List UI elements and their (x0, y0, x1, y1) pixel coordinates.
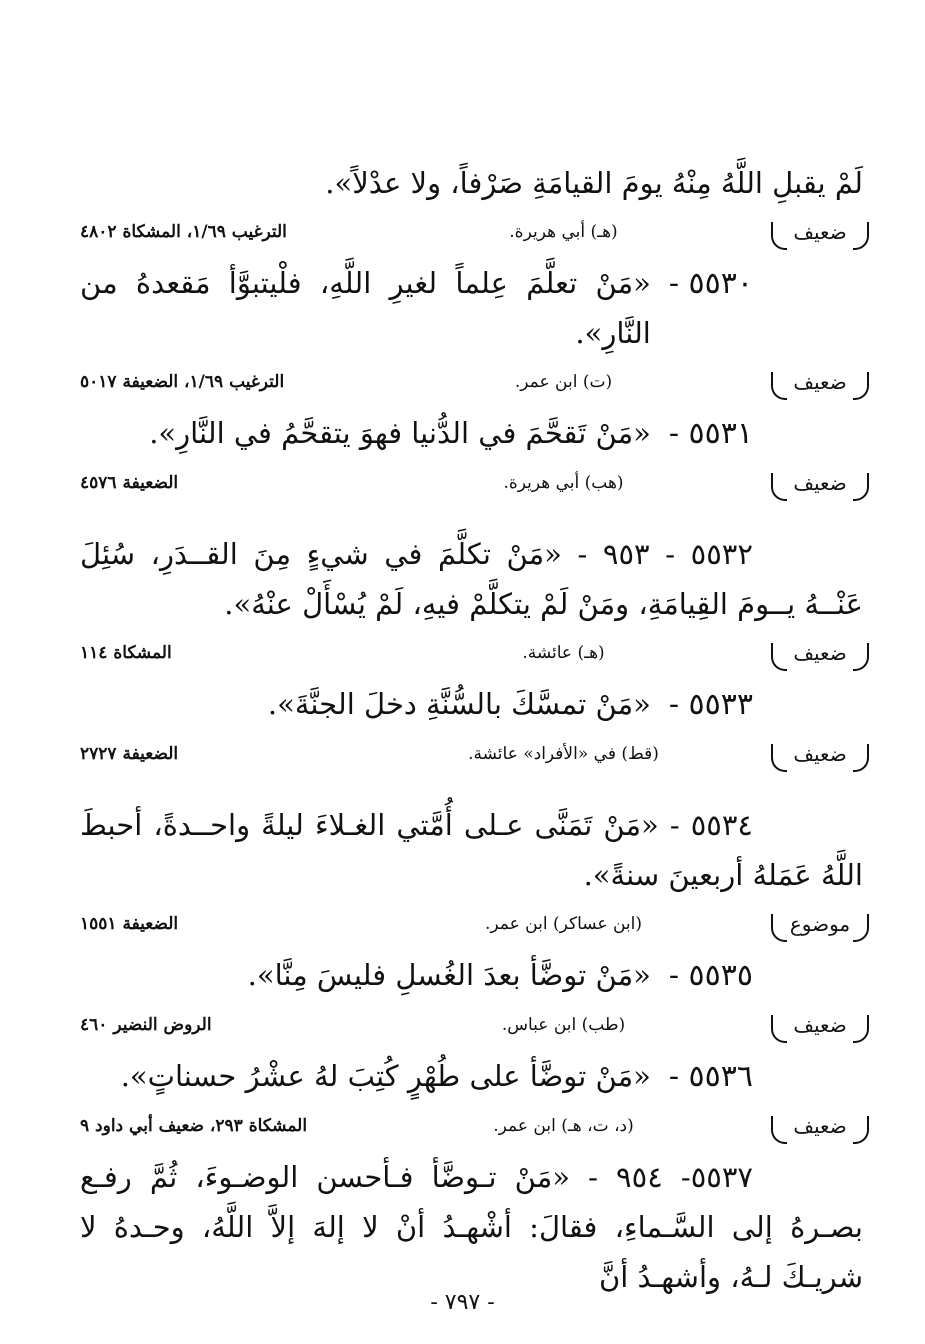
grade-label: ضعيف (777, 220, 863, 244)
grade-label: ضعيف (777, 641, 863, 665)
source-line (80, 1001, 863, 1049)
hadith-entry (80, 1051, 863, 1102)
hadith-entry (80, 1152, 863, 1302)
grade-label: موضوع (777, 912, 863, 936)
narrator: (ت) ابن عمر. (514, 372, 613, 392)
reference: الترغيب ١/٦٩، الضعيفة ٥٠١٧ (80, 372, 285, 392)
reference: الضعيفة ٢٧٢٧ (80, 744, 179, 764)
grade-label: ضعيف (777, 1114, 863, 1138)
hadith-text: لَمْ يقبلِ اللَّهُ مِنْهُ يومَ القيامَةِ صَرْفاً، ولا عدْلاً». (325, 166, 863, 200)
page-number: - ٧٩٧ - (430, 1290, 495, 1315)
hadith-text: «مَنْ توضَّأ على طُهْرٍ كُتِبَ لهُ عشْرُ حسناتٍ». (120, 1059, 651, 1093)
grade-label: ضعيف (777, 742, 863, 766)
reference: الترغيب ١/٦٩، المشكاة ٤٨٠٢ (80, 222, 287, 242)
hadith-entry (80, 408, 863, 459)
source-line (80, 900, 863, 948)
reference: الروض النضير ٤٦٠ (80, 1015, 212, 1035)
hadith-number: ٥٥٣١ - (668, 416, 753, 451)
hadith-entry (80, 529, 863, 629)
hadith-number: ٥٥٣٥ - (668, 958, 753, 993)
hadith-text: «مَنْ تمسَّكَ بالسُّنَّةِ دخلَ الجنَّةَ». (267, 687, 651, 721)
narrator: (هب) أبي هريرة. (503, 473, 624, 493)
hadith-number: ٥٥٣٤ - (669, 808, 753, 842)
hadith-number: ٥٥٣٠ - (668, 266, 753, 301)
source-line (80, 730, 863, 778)
hadith-text: «مَنْ تـوضَّأ فـأحسن الوضـوءَ، ثُمَّ رفـع بصـرهُ إلى السَّـماءِ، فقالَ: أشْهـدُ أنْ لا إلهَ إلاَّ اللَّهُ، وحـدهُ لا شريـكَ لـهُ، وأشهـدُ أنَّ (80, 1160, 863, 1294)
grade-label: ضعيف (777, 471, 863, 495)
hadith-text: «مَنْ تَقحَّمَ في الدُّنيا فهوَ يتقحَّمُ في النَّارِ». (149, 416, 651, 450)
narrator: (طب) ابن عباس. (501, 1015, 626, 1035)
hadith-text: «مَنْ تعلَّمَ عِلماً لغيرِ اللَّهِ، فلْيتبوَّأ مَقعدهُ من النَّارِ». (80, 266, 651, 350)
source-line (80, 459, 863, 507)
hadith-text: «مَنْ توضَّأ بعدَ الغُسلِ فليسَ مِنَّا». (247, 958, 651, 992)
grade-label: ضعيف (777, 370, 863, 394)
reference: الضعيفة ٤٥٧٦ (80, 473, 179, 493)
hadith-number: ٥٥٣٢ - ٩٥٣ - (577, 537, 753, 571)
narrator: (هـ) أبي هريرة. (509, 222, 618, 242)
source-line (80, 208, 863, 256)
hadith-entry (80, 258, 863, 358)
hadith-text: «مَنْ تكلَّمَ في شيءٍ مِنَ القــدَرِ، سُئِلَ عَنْــهُ يــومَ القِيامَةِ، ومَنْ لَمْ يتكلَّمْ فيهِ، لَمْ يُسْأَلْ عنْهُ». (80, 537, 863, 621)
reference: المشكاة ١١٤ (80, 643, 172, 663)
hadith-entry (80, 800, 863, 900)
source-line (80, 1102, 863, 1150)
reference: الضعيفة ١٥٥١ (80, 914, 179, 934)
hadith-text: «مَنْ تَمَنَّى عـلى أُمَّتي الغـلاءَ ليلةً واحــدةً، أحبطَ اللَّهُ عَمَلهُ أربعينَ سنةً». (80, 808, 863, 892)
narrator: (د، ت، هـ) ابن عمر. (493, 1116, 634, 1136)
page-body (80, 150, 863, 1344)
source-line (80, 358, 863, 406)
hadith-number: ٥٥٣٦ - (668, 1059, 753, 1094)
reference: المشكاة ٢٩٣، ضعيف أبي داود ٩ (80, 1116, 308, 1136)
source-line (80, 629, 863, 677)
narrator: (ابن عساكر) ابن عمر. (485, 914, 642, 934)
hadith-entry (80, 679, 863, 730)
narrator: (هـ) عائشة. (522, 643, 605, 663)
hadith-number: ٥٥٣٧- ٩٥٤ - (588, 1160, 753, 1194)
grade-label: ضعيف (777, 1013, 863, 1037)
hadith-number: ٥٥٣٣ - (668, 687, 753, 722)
hadith-entry (80, 950, 863, 1001)
narrator: (قط) في «الأفراد» عائشة. (468, 744, 659, 764)
